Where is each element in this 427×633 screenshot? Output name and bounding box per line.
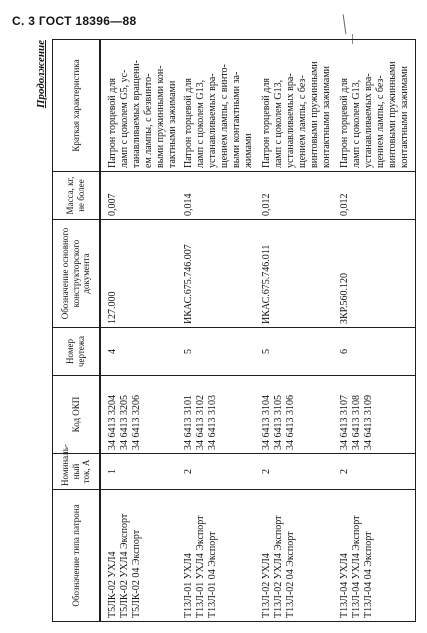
cell-current: 2	[337, 454, 415, 490]
header-desc: Краткая характеристика	[53, 40, 101, 172]
table-header-row	[53, 40, 101, 622]
cell-okp	[259, 376, 337, 454]
header-drawing: Номер чертежа	[53, 328, 101, 376]
socket-types-table	[52, 39, 416, 622]
cell-type	[100, 490, 181, 622]
type-line: Т13Л-01 04 Экспорт	[207, 531, 218, 618]
margin-mark	[343, 14, 350, 34]
header-type: Обозначение типа патрона	[53, 490, 101, 622]
okp-line: 34 6413 3107	[339, 395, 350, 450]
okp-line: 34 6413 3106	[285, 395, 296, 450]
okp-line: 34 6413 3206	[131, 395, 142, 450]
cell-current: 1	[100, 454, 181, 490]
cell-current: 2	[181, 454, 259, 490]
rotated-table-container	[35, 40, 410, 622]
type-line: Т13Л-02 УХЛ4 Экспорт	[273, 515, 284, 618]
cell-desc	[181, 40, 259, 172]
table-row	[259, 40, 337, 622]
cell-okp	[181, 376, 259, 454]
type-line: Т13Л-04 04 Экспорт	[363, 531, 374, 618]
desc-line: танавливаемых вращени-	[131, 60, 142, 168]
type-line: Т5ЛК-02 УХЛ4	[107, 551, 118, 618]
cell-okp	[337, 376, 415, 454]
desc-line: винтовыми пружинными	[387, 61, 398, 168]
cell-drawing: 5	[259, 328, 337, 376]
okp-line: 34 6413 3102	[195, 395, 206, 450]
desc-line: ламп с цоколем G13,	[195, 79, 206, 168]
desc-line: Патрон торцевой для	[261, 78, 272, 168]
cell-current: 2	[259, 454, 337, 490]
cell-drawing: 6	[337, 328, 415, 376]
okp-line: 34 6413 3205	[119, 395, 130, 450]
header-mass: Масса, кг, не более	[53, 172, 101, 220]
desc-line: ламп с цоколем G13,	[351, 79, 362, 168]
okp-line: 34 6413 3101	[183, 395, 194, 450]
table-row	[100, 40, 181, 622]
cell-desc	[100, 40, 181, 172]
cell-mass: 0,014	[181, 172, 259, 220]
desc-line: щением лампы, с без-	[297, 75, 308, 168]
desc-line: жимами	[243, 133, 254, 168]
desc-line: щением лампы, с без-	[375, 75, 386, 168]
desc-line: тактными зажимами	[167, 80, 178, 168]
desc-line: выми контактными за-	[231, 71, 242, 168]
cell-doc: 127.000	[100, 220, 181, 328]
cell-doc: ИКАС.675.746.011	[259, 220, 337, 328]
table-row	[337, 40, 415, 622]
desc-line: ем лампы, с безвинто-	[143, 73, 154, 168]
cell-type	[181, 490, 259, 622]
okp-line: 34 6413 3104	[261, 395, 272, 450]
header-okp: Код ОКП	[53, 376, 101, 454]
cell-type	[259, 490, 337, 622]
cell-mass: 0,012	[259, 172, 337, 220]
desc-line: ламп с цоколем G5, ус-	[119, 69, 130, 168]
type-line: Т13Л-04 УХЛ4 Экспорт	[351, 515, 362, 618]
type-line: Т13Л-02 УХЛ4	[261, 553, 272, 618]
type-line: Т13Л-04 УХЛ4	[339, 553, 350, 618]
table-row	[181, 40, 259, 622]
desc-line: контактными зажимами	[321, 65, 332, 168]
desc-line: устанавливаемых вра-	[363, 73, 374, 168]
cell-desc	[337, 40, 415, 172]
header-doc: Обозначение основного конструкторского документа	[53, 220, 101, 328]
desc-line: Патрон торцевой для	[339, 78, 350, 168]
desc-line: ламп с цоколем G13,	[273, 79, 284, 168]
okp-line: 34 6413 3105	[273, 395, 284, 450]
type-line: Т13Л-02 04 Экспорт	[285, 531, 296, 618]
desc-line: выми пружинными кон-	[155, 65, 166, 168]
okp-line: 34 6413 3103	[207, 395, 218, 450]
cell-mass: 0,007	[100, 172, 181, 220]
cell-doc: ИКАС.675.746.007	[181, 220, 259, 328]
cell-mass: 0,012	[337, 172, 415, 220]
type-line: Т5ЛК-02 УХЛ4 Экспорт	[119, 513, 130, 618]
type-line: Т13Л-01 УХЛ4 Экспорт	[195, 515, 206, 618]
cell-desc	[259, 40, 337, 172]
cell-okp	[100, 376, 181, 454]
desc-line: винтовыми пружинными	[309, 61, 320, 168]
header-current: Номиналь-ный ток, А	[53, 454, 101, 490]
okp-line: 34 6413 3108	[351, 395, 362, 450]
cell-drawing: 4	[100, 328, 181, 376]
okp-line: 34 6413 3109	[363, 395, 374, 450]
okp-line: 34 6413 3204	[107, 395, 118, 450]
desc-line: Патрон торцевой для	[107, 78, 118, 168]
type-line: Т5ЛК-02 04 Экспорт	[131, 529, 142, 618]
desc-line: устанавливаемых вра-	[207, 73, 218, 168]
desc-line: устанавливаемых вра-	[285, 73, 296, 168]
desc-line: щением лампы, с винто-	[219, 64, 230, 168]
cell-drawing: 5	[181, 328, 259, 376]
desc-line: контактными зажимами	[399, 65, 410, 168]
type-line: Т13Л-01 УХЛ4	[183, 553, 194, 618]
cell-type	[337, 490, 415, 622]
continued-label: Продолжение	[35, 40, 47, 109]
cell-doc: ЗКР.560.120	[337, 220, 415, 328]
page-header: С. 3 ГОСТ 18396—88	[12, 14, 137, 28]
desc-line: Патрон торцевой для	[183, 78, 194, 168]
